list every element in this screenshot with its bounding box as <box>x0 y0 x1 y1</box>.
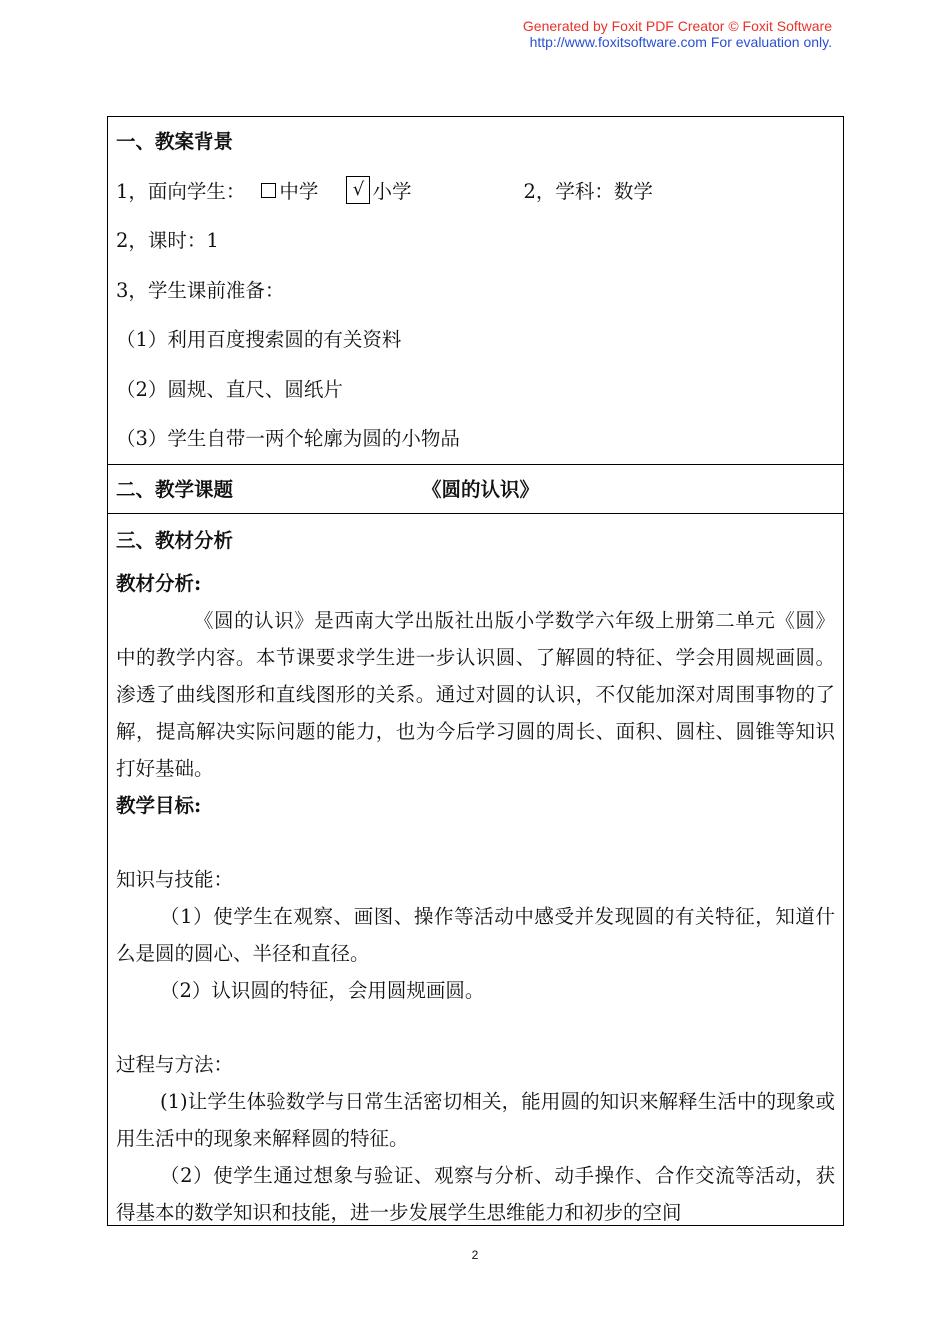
process-item: （2）使学生通过想象与验证、观察与分析、动手操作、合作交流等活动，获得基本的数学知识和技能，进一步发展学生思维能力和初步的空间 <box>116 1164 835 1224</box>
audience-row <box>116 167 835 217</box>
subject-field: 2，学科：数学 <box>523 179 653 203</box>
process-label: 过程与方法： <box>116 1053 234 1076</box>
knowledge-item: （2）认识圆的特征，会用圆规画圆。 <box>160 979 485 1002</box>
topic-row <box>116 465 835 515</box>
section-analysis <box>108 514 843 1225</box>
section-heading: 二、教学课题 <box>116 477 234 501</box>
evaluation-watermark <box>523 18 832 50</box>
checkbox-middle-school[interactable] <box>261 183 276 198</box>
page-number: 2 <box>471 1248 479 1262</box>
watermark-line-1: Generated by Foxit PDF Creator © Foxit Software <box>522 18 832 34</box>
prep-item: （2）圆规、直尺、圆纸片 <box>116 377 343 401</box>
section-topic <box>108 465 843 514</box>
prep-item: （1）利用百度搜索圆的有关资料 <box>116 328 402 351</box>
knowledge-label: 知识与技能： <box>116 868 234 891</box>
analysis-label: 教材分析: <box>116 572 202 595</box>
section-heading: 三、教材分析 <box>116 528 234 552</box>
analysis-paragraph: 《圆的认识》是西南大学出版社出版小学数学六年级上册第二单元《圆》中的教学内容。本节课要求学生进一步认识圆、了解圆的特征、学会用圆规画圆。渗透了曲线图形和直线图形的关系。通过对圆的认识，不仅能加深对周围事物的了解，提高解决实际问题的能力，也为今后学习圆的周长、面积、圆柱、圆锥等知识打好基础。 <box>116 609 835 780</box>
section-background <box>108 117 843 465</box>
topic-title: 《圆的认识》 <box>422 477 540 501</box>
checkbox-primary-school[interactable]: √ <box>346 176 370 204</box>
audience-label: 1，面向学生： <box>116 179 246 203</box>
prep-label: 3，学生课前准备： <box>116 278 285 302</box>
lessons-field: 2，课时：1 <box>116 229 219 252</box>
lesson-plan-table <box>107 116 844 1226</box>
option-middle-school: 中学 <box>279 179 319 203</box>
watermark-line-2: http://www.foxitsoftware.com For evaluation only. <box>529 34 832 50</box>
process-item: (1)让学生体验数学与日常生活密切相关，能用圆的知识来解释生活中的现象或用生活中的现象来解释圆的特征。 <box>116 1090 835 1150</box>
section-heading: 一、教案背景 <box>116 130 234 153</box>
option-primary-school: 小学 <box>372 179 412 203</box>
goals-label: 教学目标: <box>116 794 202 817</box>
knowledge-item: （1）使学生在观察、画图、操作等活动中感受并发现圆的有关特征，知道什么是圆的圆心、半径和直径。 <box>116 905 835 965</box>
prep-item: （3）学生自带一两个轮廓为圆的小物品 <box>116 427 460 450</box>
